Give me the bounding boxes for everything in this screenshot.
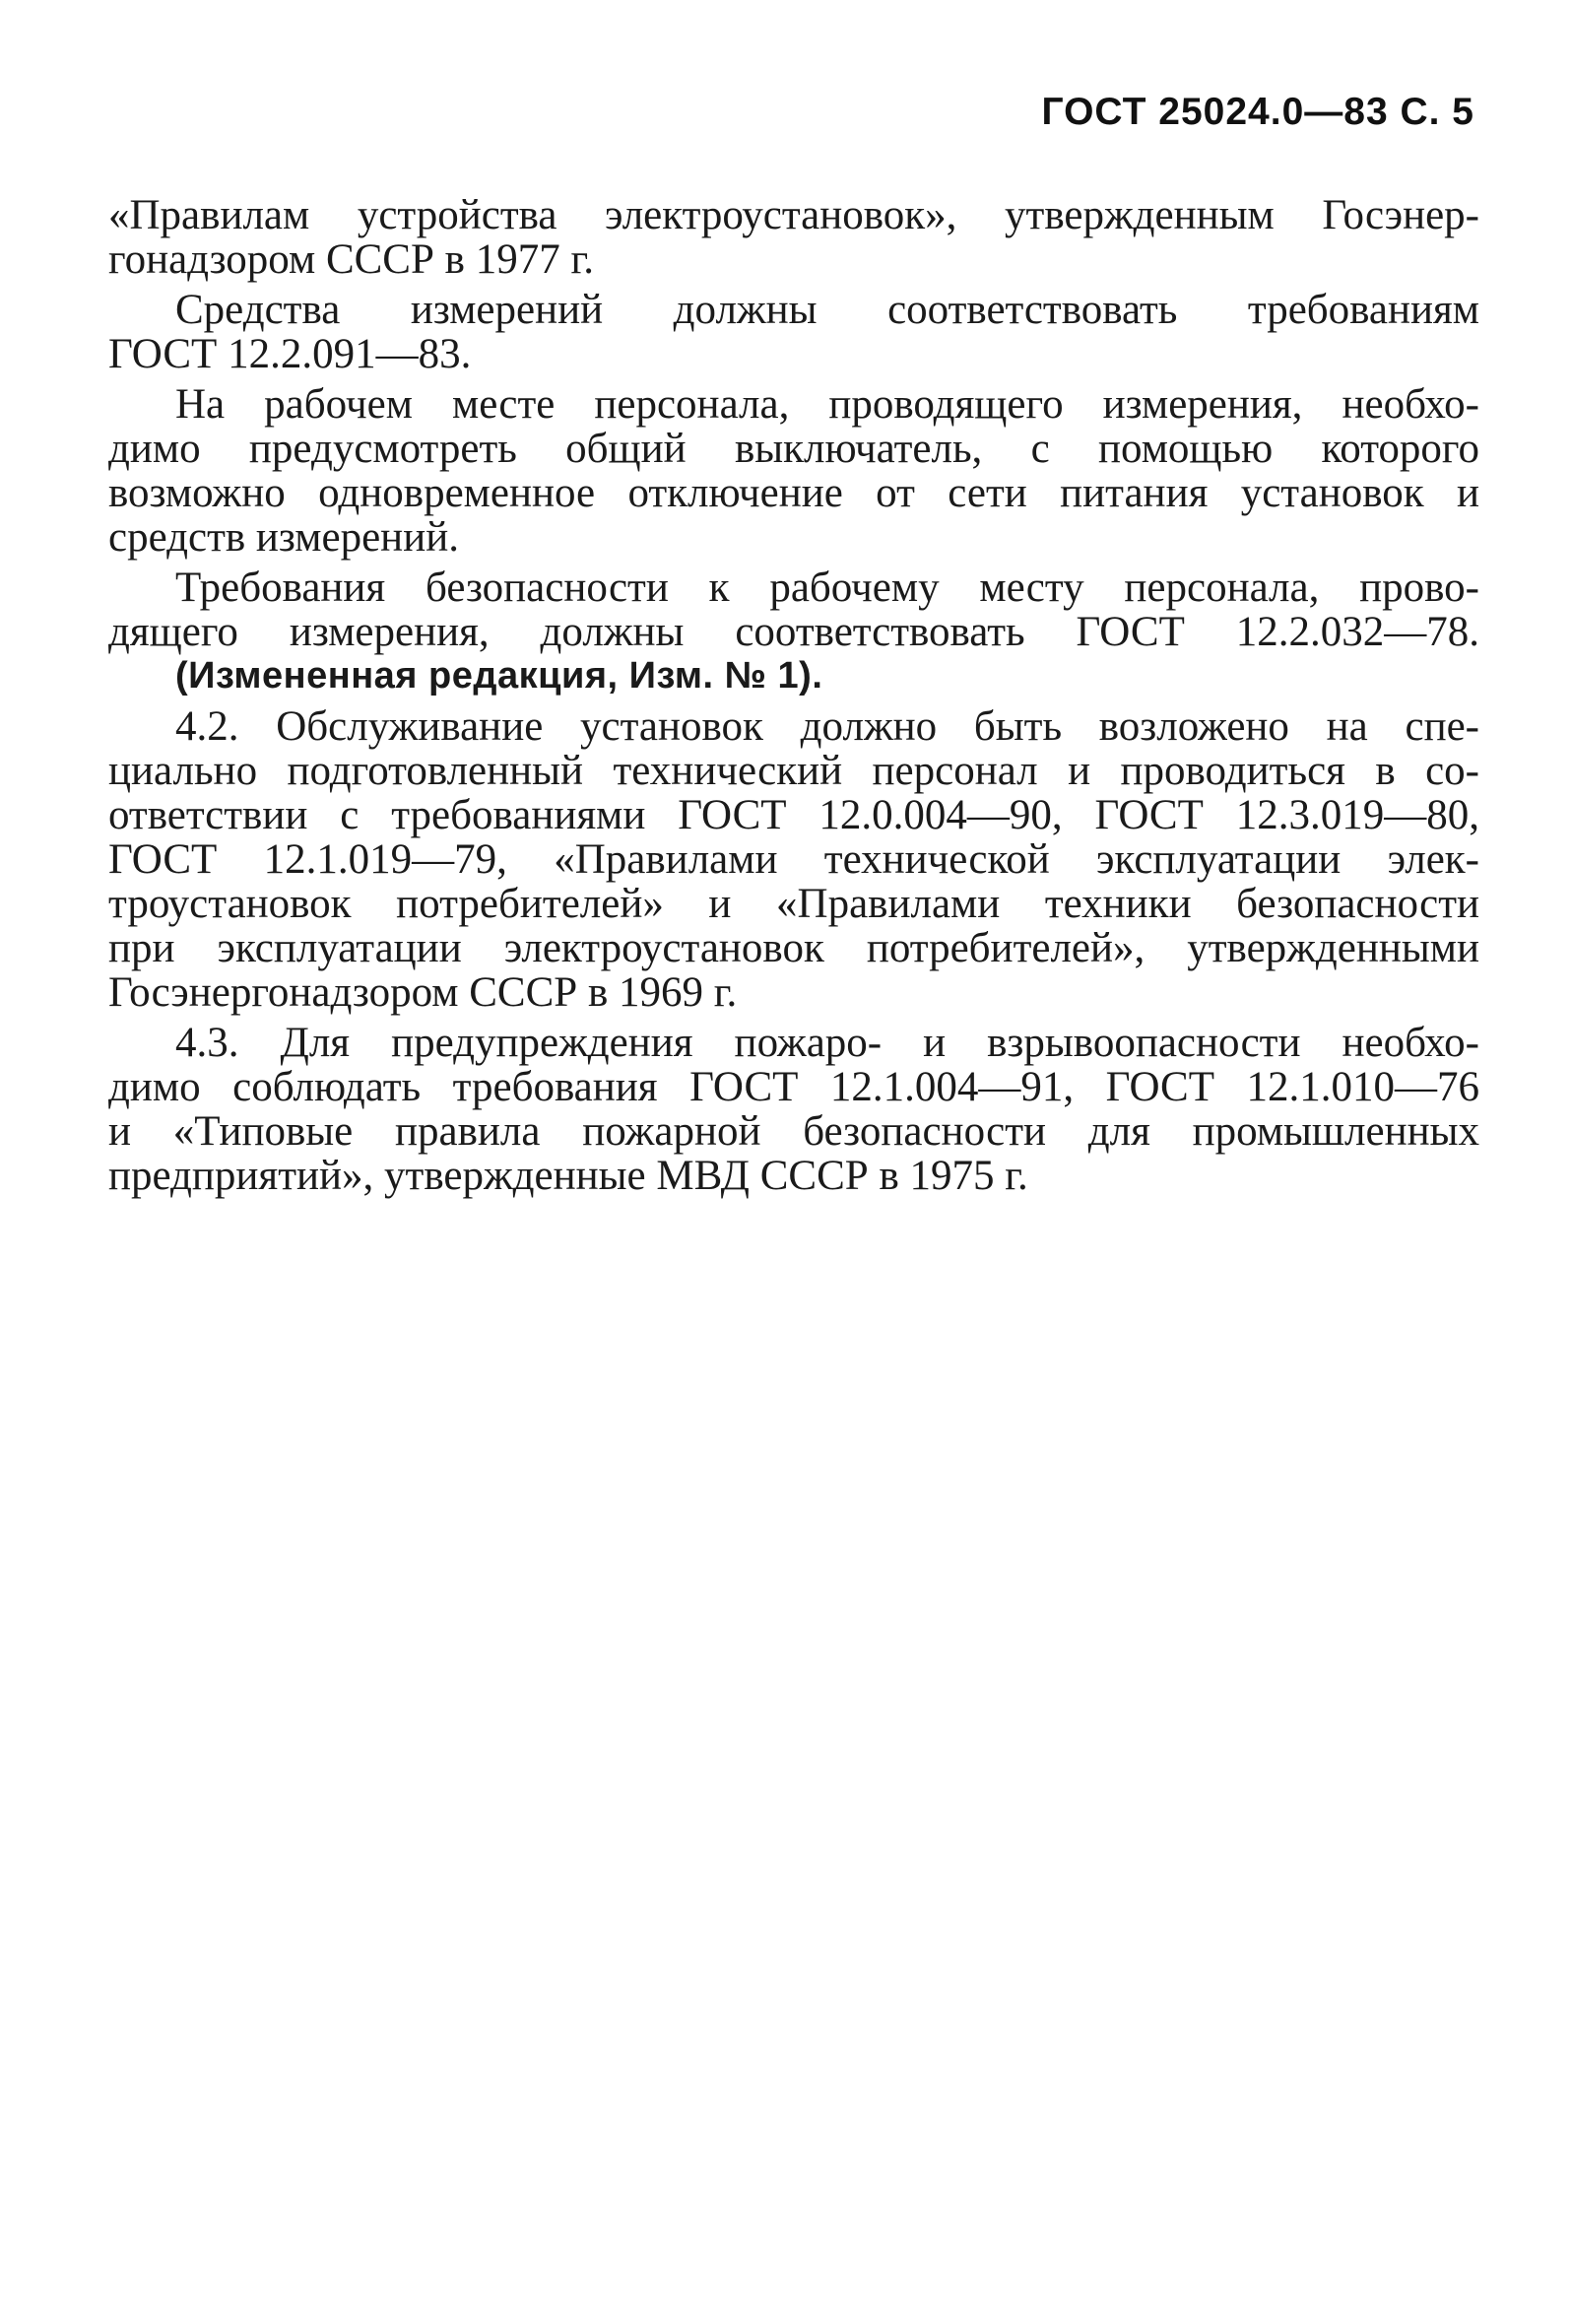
text-line: ответствии с требованиями ГОСТ 12.0.004—90, ГОСТ 12.3.019—80,	[108, 792, 1479, 838]
text-line: предприятий», утвержденные МВД СССР в 1975 г.	[108, 1153, 1028, 1199]
document-body	[108, 193, 1479, 1198]
text-line: возможно одновременное отключение от сети питания установок и	[108, 470, 1479, 516]
text-line: На рабочем месте персонала, проводящего измерения, необхо-	[175, 381, 1479, 428]
text-line: троустановок потребителей» и «Правилами техники безопасности	[108, 881, 1479, 927]
text-line: Средства измерений должны соответствовать требованиям	[175, 287, 1479, 333]
paragraph	[108, 565, 1479, 654]
paragraph	[108, 193, 1479, 282]
text-line: (Измененная редакция, Изм. № 1).	[175, 655, 823, 697]
text-line: циально подготовленный технический персонал и проводиться в со-	[108, 748, 1479, 794]
text-line: димо предусмотреть общий выключатель, с помощью которого	[108, 426, 1479, 472]
text-line: при эксплуатации электроустановок потребителей», утвержденными	[108, 925, 1479, 971]
text-line: димо соблюдать требования ГОСТ 12.1.004—91, ГОСТ 12.1.010—76	[108, 1064, 1479, 1110]
text-line: 4.2. Обслуживание установок должно быть возложено на спе-	[175, 703, 1479, 750]
text-line: Требования безопасности к рабочему месту персонала, прово-	[175, 564, 1479, 611]
text-line: дящего измерения, должны соответствовать ГОСТ 12.2.032—78.	[108, 609, 1479, 655]
amendment-note	[108, 654, 1479, 698]
text-line: 4.3. Для предупреждения пожаро- и взрывоопасности необхо-	[175, 1020, 1479, 1066]
text-line: «Правилам устройства электроустановок», утвержденным Госэнер-	[108, 192, 1479, 238]
page-header-standard: ГОСТ 25024.0—83 С. 5	[1041, 91, 1474, 133]
paragraph-4-3	[108, 1021, 1479, 1198]
paragraph	[108, 382, 1479, 560]
text-line: ГОСТ 12.2.091—83.	[108, 331, 472, 377]
text-line: Госэнергонадзором СССР в 1969 г.	[108, 969, 738, 1016]
text-line: гонадзором СССР в 1977 г.	[108, 236, 594, 283]
text-line: ГОСТ 12.1.019—79, «Правилами технической эксплуатации элек-	[108, 836, 1479, 883]
text-line: и «Типовые правила пожарной безопасности для промышленных	[108, 1108, 1479, 1155]
text-line: средств измерений.	[108, 514, 459, 561]
paragraph	[108, 288, 1479, 376]
paragraph-4-2	[108, 704, 1479, 1015]
